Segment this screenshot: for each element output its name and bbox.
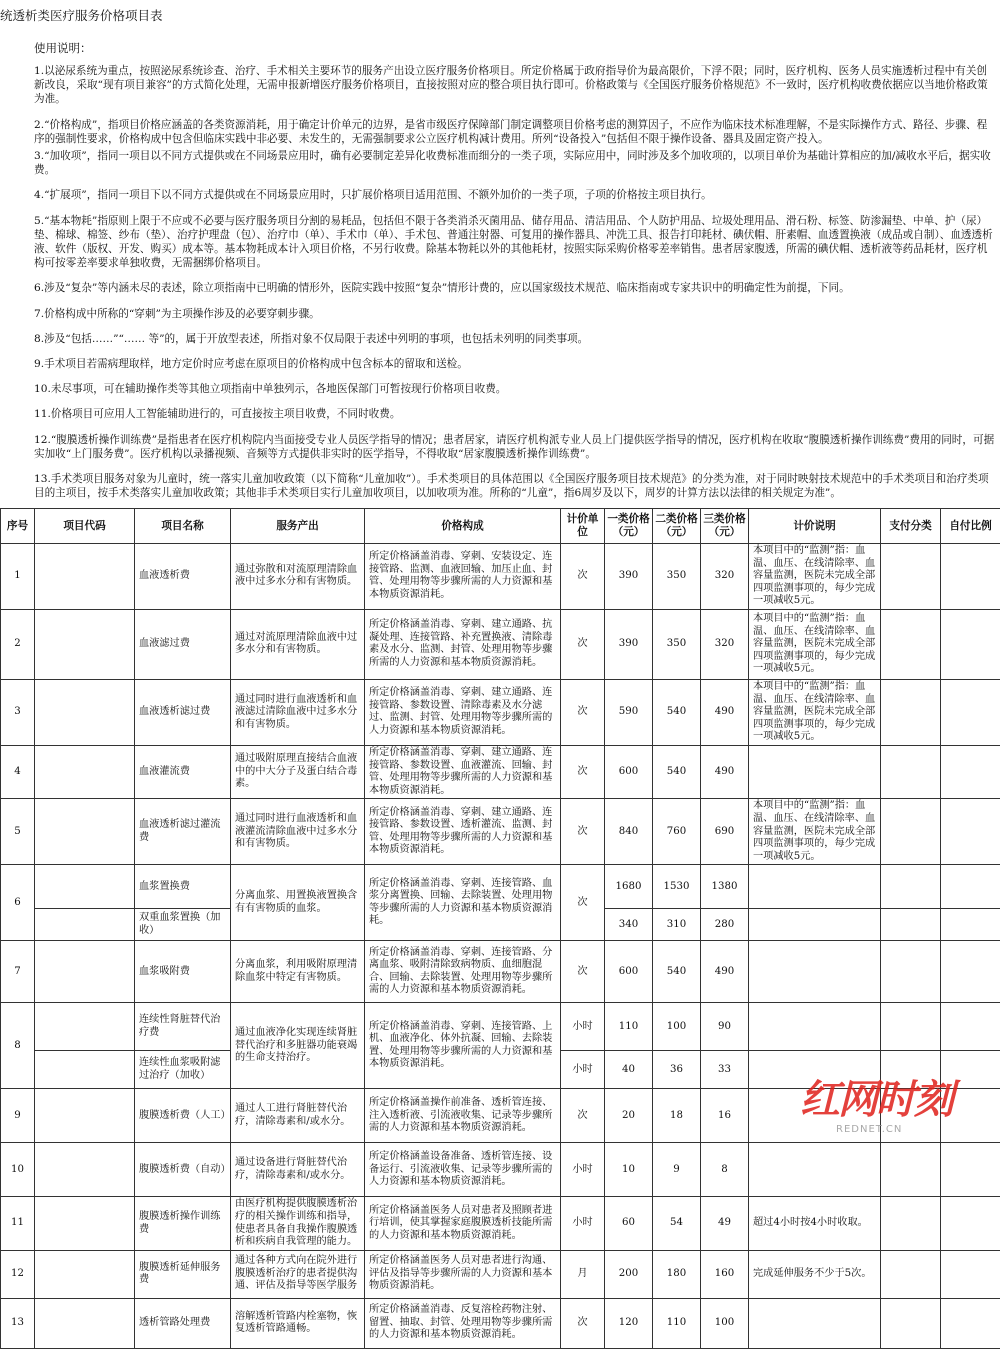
header-cell: 计价说明 — [749, 509, 881, 544]
row-price-3: 490 — [701, 679, 749, 745]
row-pay-class — [881, 941, 941, 1003]
row-unit: 次 — [561, 1089, 605, 1143]
row-price-2: 540 — [653, 679, 701, 745]
row-unit: 月 — [561, 1250, 605, 1298]
row-composition: 所定价格涵盖医务人员对患者进行沟通、评估及指导等步骤所需的人力资源和基本物质资源消耗。 — [365, 1250, 561, 1298]
row-no: 10 — [1, 1143, 35, 1197]
note-3: 3.“加收项”，指同一项目以不同方式提供或在不同场景应用时，确有必要制定差异化收费标准而细分的一类子项，实际应用中，同时涉及多个加收项的，以项目单价为基础计算相应的加/减收水平后，据实收费。 — [34, 149, 996, 177]
row-composition: 所定价格涵盖消毒、反复溶栓药物注射、留置、抽取、封管、处理用物等步骤所需的人力资源和基本物质资源消耗。 — [365, 1298, 561, 1348]
row-price-2: 310 — [653, 909, 701, 941]
row-self-ratio — [941, 1143, 1000, 1197]
row-unit: 次 — [561, 609, 605, 679]
row-self-ratio — [941, 941, 1000, 1003]
row-no: 3 — [1, 679, 35, 745]
row-no: 12 — [1, 1250, 35, 1298]
note-7: 7.价格构成中所称的“穿刺”为主项操作涉及的必要穿刺步骤。 — [34, 307, 996, 321]
row-composition: 所定价格涵盖消毒、穿刺、连接管路、上机、血液净化、体外抗凝、回输、去除装置、处理用物等步骤所需的人力资源和基本物质资源消耗。 — [365, 1003, 561, 1089]
row-price-1: 110 — [605, 1003, 653, 1051]
row-composition: 所定价格涵盖消毒、穿刺、安装设定、连接管路、监测、血液回输、加压止血、封管、处理用物等步骤所需的人力资源和基本物质资源消耗。 — [365, 544, 561, 610]
table-row — [1, 799, 1000, 865]
row-price-3: 490 — [701, 745, 749, 798]
row-name: 腹膜透析费（人工） — [135, 1089, 231, 1143]
row-price-1: 120 — [605, 1298, 653, 1348]
row-name: 腹膜透析费（自动） — [135, 1143, 231, 1197]
row-no: 9 — [1, 1089, 35, 1143]
row-pay-class — [881, 745, 941, 798]
row-code — [35, 745, 135, 798]
row-price-2: 760 — [653, 799, 701, 865]
row-price-2: 36 — [653, 1051, 701, 1089]
header-cell: 价格构成 — [365, 509, 561, 544]
row-price-1: 840 — [605, 799, 653, 865]
row-unit: 小时 — [561, 1003, 605, 1051]
row-note — [749, 745, 881, 798]
row-no: 13 — [1, 1298, 35, 1348]
row-price-3: 90 — [701, 1003, 749, 1051]
row-price-3: 280 — [701, 909, 749, 941]
row-self-ratio — [941, 909, 1000, 941]
note-10: 10.未尽事项，可在辅助操作类等其他立项指南中单独列示，各地医保部门可暂按现行价格项目收费。 — [34, 382, 996, 396]
note-13: 13.手术类项目服务对象为儿童时，统一落实儿童加收政策（以下简称“儿童加收”）。手术类项目的具体范围以《全国医疗服务项目技术规范》的分类为准，对于同时映射技术规范中的手术类项目和治疗类项目的主项目，按手术类落实儿童加收政策；其他非手术类项目实行儿童加收项目，以加收项为准。所称的“儿童”，指6周岁及以下，周岁的计算方法以法律的相关规定为准”。 — [34, 472, 996, 500]
row-unit: 次 — [561, 745, 605, 798]
row-price-2: 540 — [653, 941, 701, 1003]
row-code — [35, 799, 135, 865]
row-price-2: 350 — [653, 609, 701, 679]
header-cell: 支付分类 — [881, 509, 941, 544]
row-name: 血液透析滤过灌流费 — [135, 799, 231, 865]
row-name: 血浆吸附费 — [135, 941, 231, 1003]
row-price-3: 8 — [701, 1143, 749, 1197]
row-note: 本项目中的“监测”指：血温、血压、在线清除率、血容量监测，医院未完成全部四项监测事项的，每少完成一项减收5元。 — [749, 609, 881, 679]
note-9: 9.手术项目若需病理取样，地方定价时应考虑在原项目的价格构成中包含标本的留取和送检。 — [34, 357, 996, 371]
row-unit: 次 — [561, 1298, 605, 1348]
row-price-1: 590 — [605, 679, 653, 745]
row-price-1: 600 — [605, 745, 653, 798]
row-unit: 次 — [561, 679, 605, 745]
row-price-2: 1530 — [653, 865, 701, 909]
row-note — [749, 1298, 881, 1348]
row-self-ratio — [941, 544, 1000, 610]
row-pay-class — [881, 909, 941, 941]
row-composition: 所定价格涵盖医务人员对患者及照顾者进行培训，使其掌握家庭腹膜透析技能所需的人力资源和基本物质资源消耗。 — [365, 1197, 561, 1250]
row-self-ratio — [941, 865, 1000, 909]
row-output: 通过各种方式向在院外进行腹膜透析治疗的患者提供沟通、评估及指导等医学服务 — [231, 1250, 365, 1298]
row-price-1: 10 — [605, 1143, 653, 1197]
row-price-1: 1680 — [605, 865, 653, 909]
usage-notes — [34, 64, 996, 511]
row-self-ratio — [941, 799, 1000, 865]
row-name: 连续性肾脏替代治疗费 — [135, 1003, 231, 1051]
row-no: 5 — [1, 799, 35, 865]
header-cell: 项目代码 — [35, 509, 135, 544]
row-price-3: 690 — [701, 799, 749, 865]
header-cell: 三类价格（元） — [701, 509, 749, 544]
row-code — [35, 1003, 135, 1051]
row-no: 4 — [1, 745, 35, 798]
row-note: 完成延伸服务不少于5次。 — [749, 1250, 881, 1298]
row-output: 由医疗机构提供腹膜透析治疗的相关操作训练和指导，使患者具备自我操作腹膜透析和疾病自我管理的能力。 — [231, 1197, 365, 1250]
table-row — [1, 1298, 1000, 1348]
row-no: 11 — [1, 1197, 35, 1250]
table-row — [1, 745, 1000, 798]
table-row — [1, 941, 1000, 1003]
row-note — [749, 1003, 881, 1051]
row-price-1: 600 — [605, 941, 653, 1003]
note-1: 1.以泌尿系统为重点，按照泌尿系统诊查、治疗、手术相关主要环节的服务产出设立医疗服务价格项目。所定价格属于政府指导价为最高限价，下浮不限；同时，医疗机构、医务人员实施透析过程中有关创新改良，采取“现有项目兼容”的方式简化处理，无需申报新增医疗服务价格项目，直接按照对应的整合项目执行即可。价格政策与《全国医疗服务价格规范》不一致时，医疗机构收费依据应以当地价格政策为准。 — [34, 64, 996, 107]
row-output: 通过对流原理清除血液中过多水分和有害物质。 — [231, 609, 365, 679]
row-unit: 次 — [561, 544, 605, 610]
row-price-3: 49 — [701, 1197, 749, 1250]
row-name: 腹膜透析延伸服务费 — [135, 1250, 231, 1298]
row-note: 本项目中的“监测”指：血温、血压、在线清除率、血容量监测，医院未完成全部四项监测事项的，每少完成一项减收5元。 — [749, 544, 881, 610]
row-output: 通过吸附原理直接结合血液中的中大分子及蛋白结合毒素。 — [231, 745, 365, 798]
row-price-1: 60 — [605, 1197, 653, 1250]
row-no: 6 — [1, 865, 35, 941]
row-price-1: 20 — [605, 1089, 653, 1143]
row-price-3: 320 — [701, 609, 749, 679]
row-note: 超过4小时按4小时收取。 — [749, 1197, 881, 1250]
row-output: 分离血浆，利用吸附原理清除血浆中特定有害物质。 — [231, 941, 365, 1003]
header-cell: 二类价格（元） — [653, 509, 701, 544]
row-self-ratio — [941, 1298, 1000, 1348]
table-row — [1, 1197, 1000, 1250]
price-table — [0, 508, 1000, 1349]
row-name: 连续性血浆吸附滤过治疗（加收） — [135, 1051, 231, 1089]
row-composition: 所定价格涵盖消毒、穿刺、建立通路、连接管路、参数设置、清除毒素及水分滤过、监测、封管、处理用物等步骤所需的人力资源和基本物质资源消耗。 — [365, 679, 561, 745]
table-header-row — [1, 509, 1000, 544]
row-name: 血液透析滤过费 — [135, 679, 231, 745]
row-price-2: 180 — [653, 1250, 701, 1298]
row-code — [35, 1197, 135, 1250]
row-price-3: 100 — [701, 1298, 749, 1348]
row-price-1: 390 — [605, 544, 653, 610]
row-unit: 次 — [561, 865, 605, 941]
row-price-1: 340 — [605, 909, 653, 941]
row-price-2: 9 — [653, 1143, 701, 1197]
row-note — [749, 1143, 881, 1197]
row-unit: 小时 — [561, 1197, 605, 1250]
row-price-3: 1380 — [701, 865, 749, 909]
rednet-watermark-logo — [800, 1080, 970, 1140]
row-self-ratio — [941, 1197, 1000, 1250]
watermark-main-text: 红网时刻 — [800, 1080, 970, 1120]
row-output: 通过血液净化实现连续肾脏替代治疗和多脏器功能衰竭的生命支持治疗。 — [231, 1003, 365, 1089]
row-output: 通过同时进行血液透析和血液滤过清除血液中过多水分和有害物质。 — [231, 679, 365, 745]
row-name: 腹膜透析操作训练费 — [135, 1197, 231, 1250]
row-price-1: 200 — [605, 1250, 653, 1298]
table-row — [1, 609, 1000, 679]
row-output: 溶解透析管路内栓塞物，恢复透析管路通畅。 — [231, 1298, 365, 1348]
usage-heading: 使用说明： — [34, 40, 92, 56]
row-self-ratio — [941, 609, 1000, 679]
row-note — [749, 909, 881, 941]
row-composition: 所定价格涵盖消毒、穿刺、连接管路、分离血浆、吸附清除致病物质、血细胞混合、回输、去除装置、处理用物等步骤所需的人力资源和基本物质资源消耗。 — [365, 941, 561, 1003]
row-price-2: 100 — [653, 1003, 701, 1051]
row-composition: 所定价格涵盖设备准备、透析管连接、设备运行、引流液收集、记录等步骤所需的人力资源和基本物质资源消耗。 — [365, 1143, 561, 1197]
row-pay-class — [881, 865, 941, 909]
watermark-sub-text: REDNET.CN — [836, 1124, 902, 1135]
row-price-2: 18 — [653, 1089, 701, 1143]
row-pay-class — [881, 1197, 941, 1250]
row-code — [35, 679, 135, 745]
row-output: 通过设备进行肾脏替代治疗，清除毒素和/或水分。 — [231, 1143, 365, 1197]
row-pay-class — [881, 1250, 941, 1298]
row-name: 透析管路处理费 — [135, 1298, 231, 1348]
row-output: 分离血浆、用置换液置换含有有害物质的血浆。 — [231, 865, 365, 941]
row-code — [35, 941, 135, 1003]
row-code — [35, 1143, 135, 1197]
row-pay-class — [881, 1143, 941, 1197]
row-price-2: 350 — [653, 544, 701, 610]
row-composition: 所定价格涵盖消毒、穿刺、连接管路、血浆分离置换、回输、去除装置、处理用物等步骤所需的人力资源和基本物质资源消耗。 — [365, 865, 561, 941]
table-row — [1, 1003, 1000, 1051]
row-note: 本项目中的“监测”指：血温、血压、在线清除率、血容量监测，医院未完成全部四项监测事项的，每少完成一项减收5元。 — [749, 679, 881, 745]
page-title: 统透析类医疗服务价格项目表 — [0, 6, 163, 24]
row-pay-class — [881, 1003, 941, 1051]
row-price-3: 490 — [701, 941, 749, 1003]
row-name: 血液灌流费 — [135, 745, 231, 798]
row-code — [35, 544, 135, 610]
row-no: 2 — [1, 609, 35, 679]
row-name: 双重血浆置换（加收） — [135, 909, 231, 941]
row-price-1: 390 — [605, 609, 653, 679]
row-price-3: 320 — [701, 544, 749, 610]
row-name: 血浆置换费 — [135, 865, 231, 909]
note-6: 6.涉及“复杂”等内涵未尽的表述，除立项指南中已明确的情形外，医院实践中按照“复杂”情形计费的，应以国家级技术规范、临床指南或专家共识中的明确定性为前提，下同。 — [34, 281, 996, 295]
row-price-3: 16 — [701, 1089, 749, 1143]
row-output: 通过人工进行肾脏替代治疗，清除毒素和/或水分。 — [231, 1089, 365, 1143]
row-composition: 所定价格涵盖消毒、穿刺、建立通路、连接管路、参数设置、透析灌流、监测、封管、处理用物等步骤所需的人力资源和基本物质资源消耗。 — [365, 799, 561, 865]
row-unit: 小时 — [561, 1051, 605, 1089]
table-row — [1, 865, 1000, 909]
row-price-2: 540 — [653, 745, 701, 798]
row-price-3: 160 — [701, 1250, 749, 1298]
row-name: 血液透析费 — [135, 544, 231, 610]
row-no: 1 — [1, 544, 35, 610]
row-price-2: 54 — [653, 1197, 701, 1250]
row-self-ratio — [941, 1250, 1000, 1298]
row-output: 通过弥散和对流原理清除血液中过多水分和有害物质。 — [231, 544, 365, 610]
row-unit: 次 — [561, 941, 605, 1003]
header-cell: 序号 — [1, 509, 35, 544]
row-composition: 所定价格涵盖消毒、穿刺、建立通路、连接管路、参数设置、血液灌流、回输、封管、处理用物等步骤所需的人力资源和基本物质资源消耗。 — [365, 745, 561, 798]
table-row — [1, 544, 1000, 610]
row-note — [749, 941, 881, 1003]
row-unit: 小时 — [561, 1143, 605, 1197]
row-output: 通过同时进行血液透析和血液灌流清除血液中过多水分和有害物质。 — [231, 799, 365, 865]
row-no: 7 — [1, 941, 35, 1003]
row-price-1: 40 — [605, 1051, 653, 1089]
row-pay-class — [881, 799, 941, 865]
row-code — [35, 1298, 135, 1348]
row-code — [35, 865, 135, 909]
table-row — [1, 1250, 1000, 1298]
row-code — [35, 1250, 135, 1298]
header-cell: 项目名称 — [135, 509, 231, 544]
table-row — [1, 679, 1000, 745]
row-name: 血液滤过费 — [135, 609, 231, 679]
table-row — [1, 1143, 1000, 1197]
row-composition: 所定价格涵盖消毒、穿刺、建立通路、抗凝处理、连接管路、补充置换液、清除毒素及水分、监测、封管、处理用物等步骤所需的人力资源和基本物质资源消耗。 — [365, 609, 561, 679]
row-note: 本项目中的“监测”指：血温、血压、在线清除率、血容量监测，医院未完成全部四项监测事项的，每少完成一项减收5元。 — [749, 799, 881, 865]
row-note — [749, 865, 881, 909]
row-pay-class — [881, 544, 941, 610]
note-5: 5.“基本物耗”指原则上限于不应或不必要与医疗服务项目分割的易耗品，包括但不限于各类消杀灭菌用品、储存用品、清洁用品、个人防护用品、垃圾处理用品、滑石粉、标签、防渗漏垫、中单、护（尿）垫、棉球、棉签、纱布（垫）、治疗护理盘（包）、治疗巾（单）、手术巾（单）、手术包、普通注射器、可复用的操作器具、冲洗工具、报告打印耗材、碘伏帽、肝素帽、血透置换液（成品或自制）、血透透析液、软件（版权、开发、购买）成本等。基本物耗成本计入项目价格，不另行收费。除基本物耗以外的其他耗材，按照实际采购价格零差率销售。患者居家腹透，所需的碘伏帽、透析液等药品耗材，医疗机构可按零差率要求单独收费，无需捆绑价格项目。 — [34, 214, 996, 271]
row-price-2: 110 — [653, 1298, 701, 1348]
row-self-ratio — [941, 1003, 1000, 1051]
row-price-3: 33 — [701, 1051, 749, 1089]
note-8: 8.涉及“包括……”“…… 等”的，属于开放型表述，所指对象不仅局限于表述中列明的事项，也包括未列明的同类事项。 — [34, 332, 996, 346]
row-pay-class — [881, 609, 941, 679]
header-cell: 服务产出 — [231, 509, 365, 544]
header-cell: 计价单位 — [561, 509, 605, 544]
row-self-ratio — [941, 745, 1000, 798]
row-pay-class — [881, 1298, 941, 1348]
row-composition: 所定价格涵盖操作前准备、透析管连接、注入透析液、引流液收集、记录等步骤所需的人力资源和基本物质资源消耗。 — [365, 1089, 561, 1143]
row-code — [35, 1051, 135, 1089]
note-12: 12.“腹膜透析操作训练费”是指患者在医疗机构院内当面接受专业人员医学指导的情况；患者居家，请医疗机构派专业人员上门提供医学指导的情况，医疗机构在收取“腹膜透析操作训练费”费用的同时，可据实加收“上门服务费”。医疗机构以录播视频、音频等方式提供非实时的医学指导，不得收取“居家腹膜透析操作训练费”。 — [34, 433, 996, 461]
row-no: 8 — [1, 1003, 35, 1089]
note-2: 2.“价格构成”，指项目价格应涵盖的各类资源消耗，用于确定计价单元的边界，是省市级医疗保障部门制定调整项目价格考虑的测算因子，不应作为临床技术标准理解，不是实际操作方式、路径、步骤、程序的强制性要求，价格构成中包含但临床实践中非必要、未发生的，无需强制要求公立医疗机构减计费用。所列“设备投入”包括但不限于操作设备、器具及固定资产投入。 — [34, 118, 996, 146]
row-code — [35, 909, 135, 941]
row-self-ratio — [941, 679, 1000, 745]
note-11: 11.价格项目可应用人工智能辅助进行的，可直接按主项目收费，不同时收费。 — [34, 407, 996, 421]
row-unit: 次 — [561, 799, 605, 865]
header-cell: 自付比例 — [941, 509, 1000, 544]
row-code — [35, 1089, 135, 1143]
header-cell: 一类价格（元） — [605, 509, 653, 544]
row-pay-class — [881, 679, 941, 745]
row-code — [35, 609, 135, 679]
note-4: 4.“扩展项”，指同一项目下以不同方式提供或在不同场景应用时，只扩展价格项目适用范围、不额外加价的一类子项，子项的价格按主项目执行。 — [34, 188, 996, 202]
